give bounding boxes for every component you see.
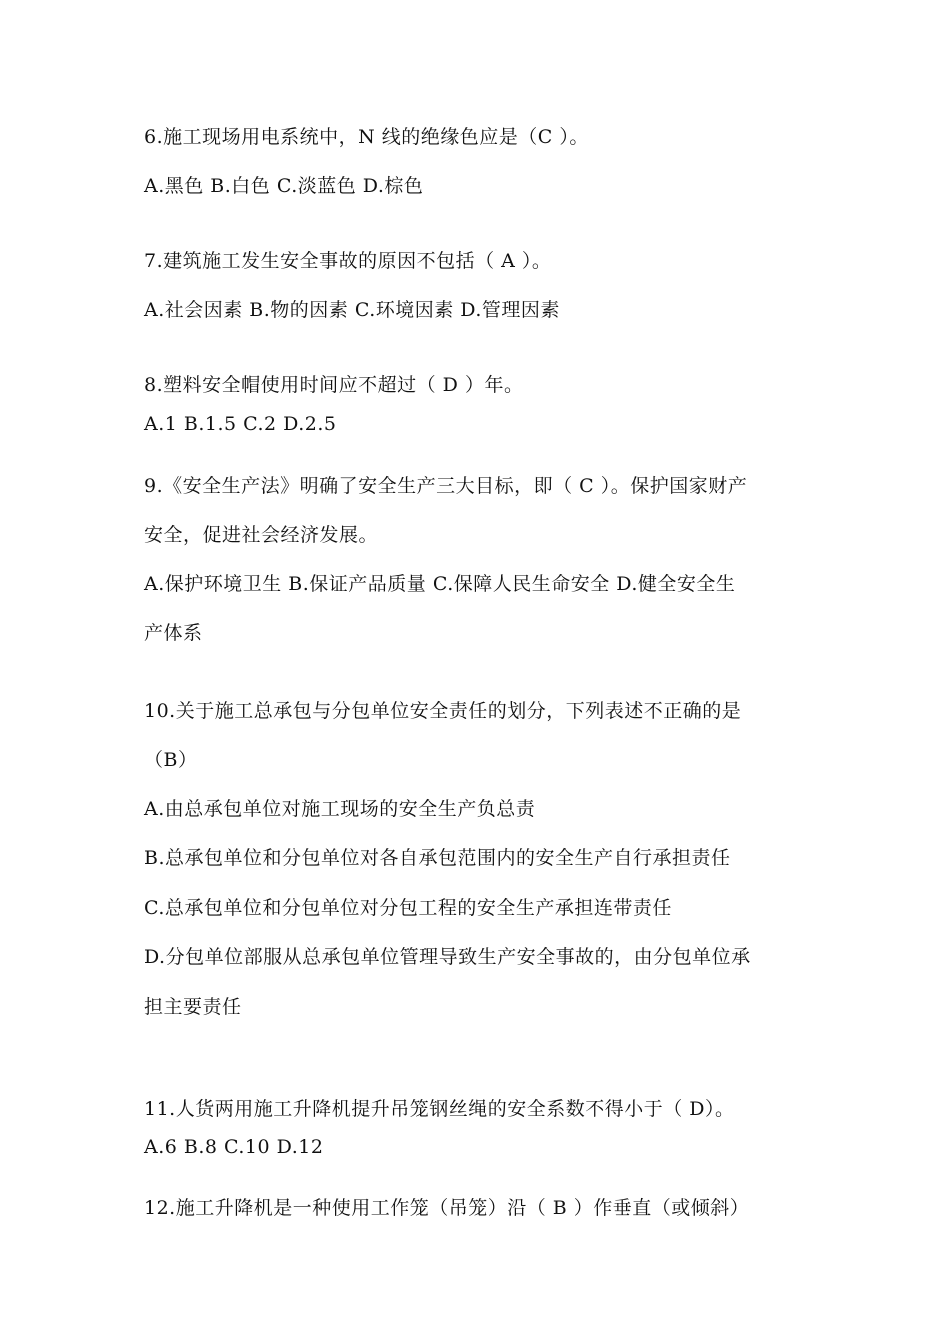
question-9-continued: 安全，促进社会经济发展。	[144, 524, 379, 546]
question-10: 10.关于施工总承包与分包单位安全责任的划分，下列表述不正确的是	[144, 700, 742, 722]
question-9-options: A.保护环境卫生 B.保证产品质量 C.保障人民生命安全 D.健全安全生	[144, 573, 736, 595]
question-10-option-a: A.由总承包单位对施工现场的安全生产负总责	[144, 798, 536, 820]
question-7: 7.建筑施工发生安全事故的原因不包括（ A ）。	[144, 250, 552, 272]
question-12: 12.施工升降机是一种使用工作笼（吊笼）沿（ B ）作垂直（或倾斜）	[144, 1197, 750, 1219]
question-10-option-d-continued: 担主要责任	[144, 996, 242, 1018]
question-11: 11.人货两用施工升降机提升吊笼钢丝绳的安全系数不得小于（ D）。	[144, 1098, 735, 1120]
question-10-option-c: C.总承包单位和分包单位对分包工程的安全生产承担连带责任	[144, 897, 672, 919]
question-8: 8.塑料安全帽使用时间应不超过（ D ）年。	[144, 374, 524, 396]
question-11-options: A.6 B.8 C.10 D.12	[144, 1136, 324, 1158]
question-10-option-d: D.分包单位部服从总承包单位管理导致生产安全事故的，由分包单位承	[144, 946, 751, 968]
question-8-options: A.1 B.1.5 C.2 D.2.5	[144, 413, 337, 435]
question-10-answer: （B）	[144, 749, 198, 771]
question-10-option-b: B.总承包单位和分包单位对各自承包范围内的安全生产自行承担责任	[144, 847, 731, 869]
question-9: 9.《安全生产法》明确了安全生产三大目标，即（ C ）。保护国家财产	[144, 475, 748, 497]
question-6-options: A.黑色 B.白色 C.淡蓝色 D.棕色	[144, 175, 424, 197]
question-7-options: A.社会因素 B.物的因素 C.环境因素 D.管理因素	[144, 299, 560, 321]
question-6: 6.施工现场用电系统中，N 线的绝缘色应是（C ）。	[144, 126, 589, 148]
question-9-options-continued: 产体系	[144, 622, 203, 644]
